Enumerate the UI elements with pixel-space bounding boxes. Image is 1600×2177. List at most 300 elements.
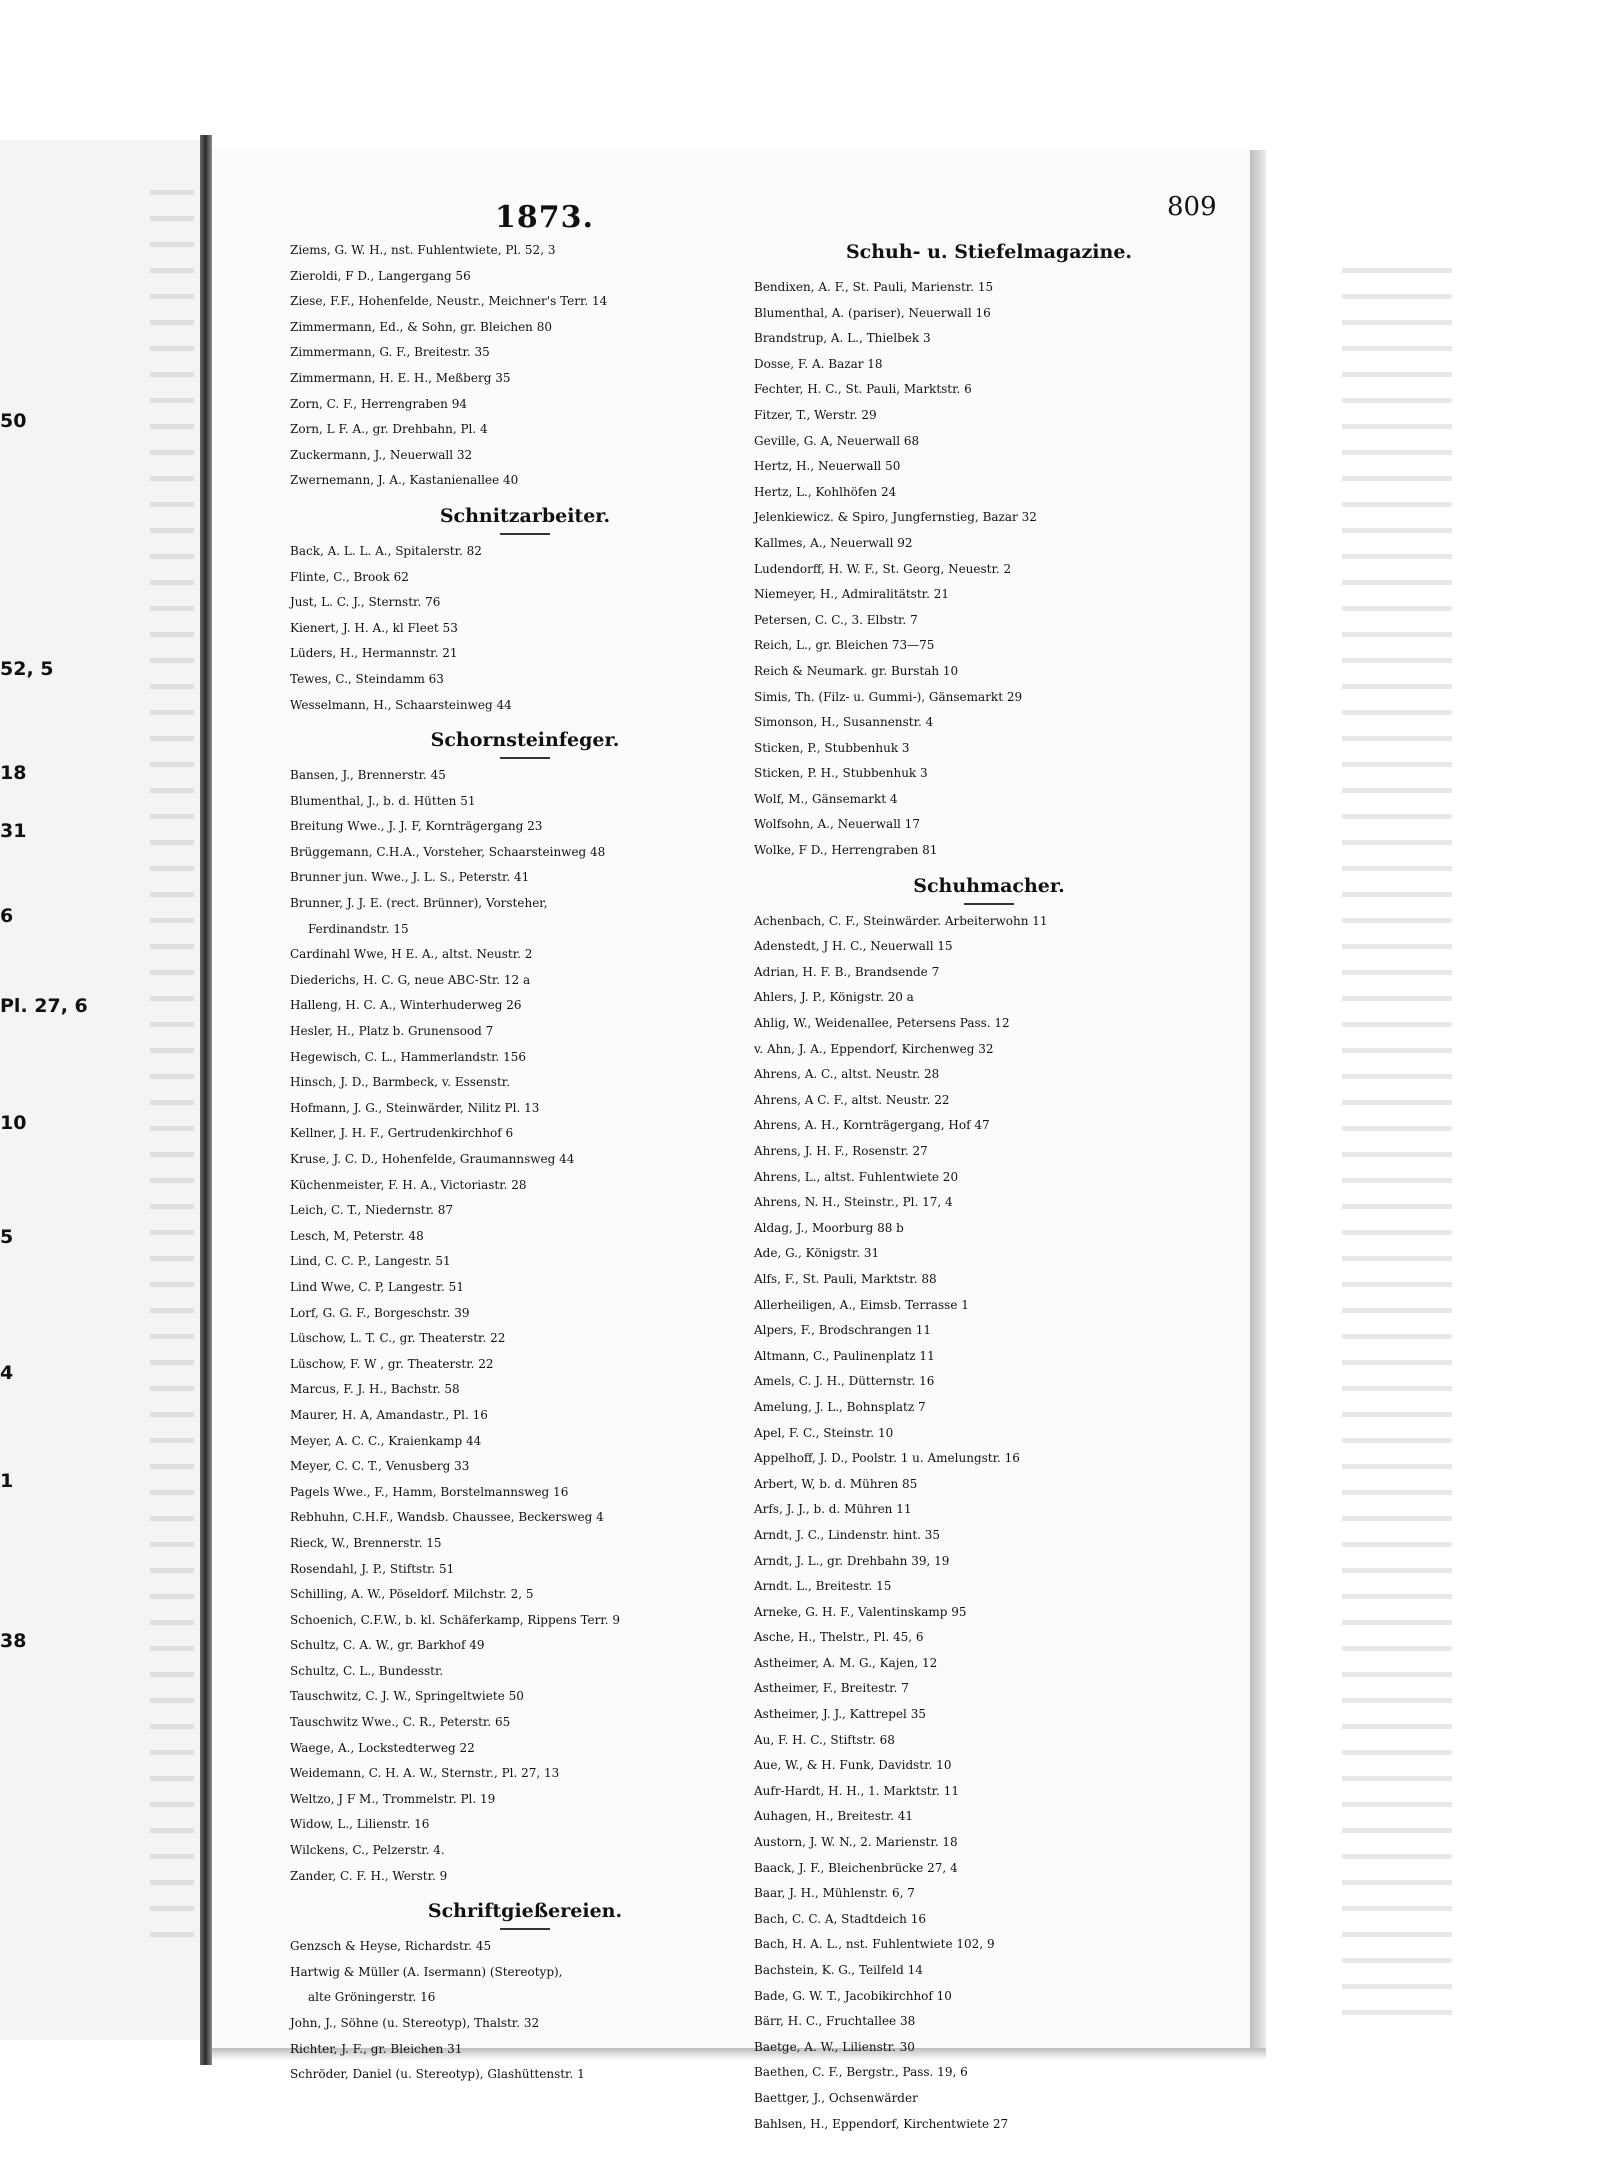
directory-entry: John, J., Söhne (u. Stereotyp), Thalstr. 32 (290, 2016, 540, 2030)
bleed-row (1342, 1142, 1452, 1168)
bleed-row (1342, 1402, 1452, 1428)
bleed-row (1342, 934, 1452, 960)
section-heading: Schornsteinfeger. (430, 729, 620, 752)
bleed-row (150, 388, 200, 414)
directory-entry: Ahrens, N. H., Steinstr., Pl. 17, 4 (754, 1195, 953, 1210)
directory-entry: Zuckermann, J., Neuerwall 32 (290, 447, 473, 462)
bleed-row (150, 648, 200, 674)
bleed-row (1342, 1688, 1452, 1714)
bleed-row (150, 674, 200, 700)
bleed-row (1342, 388, 1452, 414)
directory-entry: Brunner, J. J. E. (rect. Brünner), Vorsteher, (290, 896, 548, 911)
directory-entry: Rebhuhn, C.H.F., Wandsb. Chaussee, Beckersweg 4 (290, 1510, 604, 1525)
bleed-row (150, 1168, 200, 1194)
bleed-row (1342, 1298, 1452, 1324)
facing-page-fragment: 31 (0, 820, 27, 842)
bleed-row (1342, 1376, 1452, 1402)
left-page-bleed (150, 180, 200, 1980)
facing-page-fragment: 18 (0, 762, 27, 784)
bleed-row (1342, 570, 1452, 596)
directory-entry: Ziese, F.F., Hohenfelde, Neustr., Meichner's Terr. 14 (290, 294, 608, 309)
directory-entry: Hesler, H., Platz b. Grunensood 7 (290, 1024, 494, 1039)
bleed-row (1342, 622, 1452, 648)
directory-entry: Kallmes, A., Neuerwall 92 (754, 535, 913, 550)
bleed-row (150, 622, 200, 648)
bleed-row (150, 1402, 200, 1428)
directory-entry: Widow, L., Lilienstr. 16 (290, 1817, 430, 1832)
bleed-row (1342, 726, 1452, 752)
directory-entry: Zimmermann, H. E. H., Meßberg 35 (290, 370, 511, 385)
bleed-row (150, 1506, 200, 1532)
directory-entry: Pagels Wwe., F., Hamm, Borstelmannsweg 16 (290, 1484, 569, 1499)
bleed-row (150, 1766, 200, 1792)
bleed-row (1342, 1428, 1452, 1454)
right-column (754, 238, 1224, 2137)
bleed-row (1342, 1220, 1452, 1246)
facing-page-fragment: 10 (0, 1112, 27, 1134)
directory-entry: Weltzo, J F M., Trommelstr. Pl. 19 (290, 1791, 496, 1806)
bleed-row (1342, 1662, 1452, 1688)
bleed-row (1342, 830, 1452, 856)
bleed-row (150, 1012, 200, 1038)
directory-entry: Bahlsen, H., Eppendorf, Kirchentwiete 27 (754, 2116, 1009, 2131)
section-heading: Schriftgießereien. (427, 1900, 623, 1923)
directory-entry: Blumenthal, A. (pariser), Neuerwall 16 (754, 305, 991, 320)
directory-entry: Simonson, H., Susannenstr. 4 (754, 715, 934, 730)
bleed-row (1342, 1818, 1452, 1844)
directory-entry: Weidemann, C. H. A. W., Sternstr., Pl. 27, 13 (290, 1766, 560, 1781)
bleed-row (1342, 284, 1452, 310)
bleed-row (150, 336, 200, 362)
bleed-row (150, 544, 200, 570)
bleed-row (1342, 1558, 1452, 1584)
bleed-row (150, 1194, 200, 1220)
directory-entry: Genzsch & Heyse, Richardstr. 45 (290, 1939, 492, 1954)
bleed-row (1342, 440, 1452, 466)
bleed-row (150, 258, 200, 284)
directory-entry: Alfs, F., St. Pauli, Marktstr. 88 (754, 1271, 937, 1286)
bleed-row (1342, 908, 1452, 934)
bleed-row (1342, 1532, 1452, 1558)
section-heading: Schnitzarbeiter. (439, 504, 611, 527)
bleed-row (150, 1272, 200, 1298)
bleed-row (1342, 752, 1452, 778)
directory-entry: v. Ahn, J. A., Eppendorf, Kirchenweg 32 (754, 1041, 994, 1056)
bleed-row (1342, 596, 1452, 622)
bleed-row (150, 960, 200, 986)
bleed-row (1342, 2000, 1452, 2026)
directory-entry: Hegewisch, C. L., Hammerlandstr. 156 (290, 1049, 527, 1064)
bleed-row (1342, 1116, 1452, 1142)
bleed-row (150, 1558, 200, 1584)
bleed-row (150, 1922, 200, 1948)
directory-entry: Reich & Neumark. gr. Burstah 10 (754, 663, 959, 678)
heading-rule (500, 1928, 550, 1930)
directory-entry: Zieroldi, F D., Langergang 56 (290, 268, 471, 283)
bleed-row (150, 1584, 200, 1610)
bleed-row (150, 908, 200, 934)
directory-entry: Brüggemann, C.H.A., Vorsteher, Schaarsteinweg 48 (290, 844, 606, 859)
bleed-row (150, 882, 200, 908)
directory-entry: Schultz, C. L., Bundesstr. (290, 1663, 444, 1678)
bleed-row (150, 596, 200, 622)
bleed-row (150, 414, 200, 440)
bleed-row (1342, 1740, 1452, 1766)
facing-page-fragment: 38 (0, 1630, 27, 1652)
left-column (290, 238, 760, 2088)
directory-entry: Bachstein, K. G., Teilfeld 14 (754, 1963, 923, 1977)
directory-entry: Waege, A., Lockstedterweg 22 (290, 1740, 475, 1755)
directory-entry: Tauschwitz Wwe., C. R., Peterstr. 65 (290, 1715, 511, 1730)
bleed-row (150, 284, 200, 310)
directory-entry: Jelenkiewicz. & Spiro, Jungfernstieg, Bazar 32 (754, 510, 1037, 525)
bleed-row (1342, 674, 1452, 700)
directory-entry: Back, A. L. L. A., Spitalerstr. 82 (290, 543, 482, 558)
bleed-row (150, 1090, 200, 1116)
bleed-row (150, 1350, 200, 1376)
bleed-row (1342, 258, 1452, 284)
directory-entry: Wesselmann, H., Schaarsteinweg 44 (290, 697, 512, 712)
directory-entry: Ahrens, J. H. F., Rosenstr. 27 (754, 1144, 928, 1158)
directory-entry: Ahrens, A. H., Kornträgergang, Hof 47 (754, 1118, 990, 1133)
directory-entry: Bach, H. A. L., nst. Fuhlentwiete 102, 9 (754, 1937, 995, 1952)
bleed-row (1342, 414, 1452, 440)
directory-entry: Schultz, C. A. W., gr. Barkhof 49 (290, 1638, 485, 1653)
bleed-row (1342, 1974, 1452, 2000)
bleed-row (1342, 1350, 1452, 1376)
left-page-margin (0, 140, 200, 2040)
directory-entry: Dosse, F. A. Bazar 18 (754, 356, 883, 371)
heading-rule (964, 903, 1014, 905)
bleed-row (1342, 518, 1452, 544)
bleed-row (1342, 1714, 1452, 1740)
directory-entry: Alpers, F., Brodschrangen 11 (754, 1323, 931, 1338)
bleed-row (1342, 1324, 1452, 1350)
facing-page-fragment: 6 (0, 905, 14, 927)
bleed-row (1342, 856, 1452, 882)
directory-entry: Hertz, L., Kohlhöfen 24 (754, 484, 897, 499)
directory-entry: Just, L. C. J., Sternstr. 76 (290, 595, 441, 610)
bleed-row (150, 726, 200, 752)
bleed-row (150, 1220, 200, 1246)
bleed-row (1342, 362, 1452, 388)
bleed-row (1342, 1038, 1452, 1064)
page-number: 809 (1167, 192, 1217, 222)
bleed-row (150, 830, 200, 856)
directory-entry: Zorn, L F. A., gr. Drehbahn, Pl. 4 (290, 422, 488, 437)
bleed-row (150, 1142, 200, 1168)
bleed-row (150, 570, 200, 596)
directory-entry: Schröder, Daniel (u. Stereotyp), Glashüttenstr. 1 (290, 2067, 585, 2082)
bleed-row (150, 1792, 200, 1818)
directory-entry: Küchenmeister, F. H. A., Victoriastr. 28 (290, 1177, 527, 1192)
directory-entry: Ziems, G. W. H., nst. Fuhlentwiete, Pl. 52, 3 (290, 243, 556, 257)
directory-entry: Zorn, C. F., Herrengraben 94 (290, 396, 467, 411)
directory-entry: Astheimer, F., Breitestr. 7 (754, 1681, 909, 1696)
directory-entry: Baar, J. H., Mühlenstr. 6, 7 (754, 1886, 915, 1901)
bleed-row (150, 1714, 200, 1740)
bleed-row (150, 1064, 200, 1090)
bleed-row (150, 1818, 200, 1844)
facing-page-fragment: 52, 5 (0, 658, 54, 680)
bleed-row (1342, 1090, 1452, 1116)
bleed-row (1342, 1610, 1452, 1636)
directory-entry: Richter, J. F., gr. Bleichen 31 (290, 2041, 463, 2056)
directory-entry: Ahrens, L., altst. Fuhlentwiete 20 (754, 1169, 959, 1184)
directory-entry: Lorf, G. G. F., Borgeschstr. 39 (290, 1305, 470, 1320)
directory-entry: Hertz, H., Neuerwall 50 (754, 459, 901, 474)
directory-entry: Cardinahl Wwe, H E. A., altst. Neustr. 2 (290, 947, 533, 962)
bleed-row (1342, 1636, 1452, 1662)
directory-entry: Altmann, C., Paulinenplatz 11 (754, 1348, 935, 1363)
bleed-row (150, 1428, 200, 1454)
bleed-row (150, 1480, 200, 1506)
bleed-row (150, 1376, 200, 1402)
bleed-row (150, 518, 200, 544)
bleed-row (150, 362, 200, 388)
directory-entry: Ahrens, A. C., altst. Neustr. 28 (754, 1067, 940, 1082)
directory-entry: Tewes, C., Steindamm 63 (290, 671, 444, 686)
directory-entry: Wolfsohn, A., Neuerwall 17 (754, 817, 920, 832)
directory-entry-continuation: Ferdinandstr. 15 (308, 921, 409, 936)
directory-entry: Halleng, H. C. A., Winterhuderweg 26 (290, 998, 522, 1013)
section-heading: Schuh- u. Stiefelmagazine. (845, 241, 1133, 263)
bleed-row (1342, 1064, 1452, 1090)
bleed-row (1342, 1922, 1452, 1948)
directory-entry: Diederichs, H. C. G, neue ABC-Str. 12 a (290, 972, 531, 987)
directory-entry: Arfs, J. J., b. d. Mühren 11 (754, 1502, 912, 1517)
directory-entry: Aufr-Hardt, H. H., 1. Marktstr. 11 (754, 1783, 959, 1798)
directory-entry: Wolf, M., Gänsemarkt 4 (754, 791, 898, 806)
bleed-row (1342, 1766, 1452, 1792)
directory-entry: Simis, Th. (Filz- u. Gummi-), Gänsemarkt 29 (754, 689, 1023, 704)
directory-entry: Ludendorff, H. W. F., St. Georg, Neuestr. 2 (754, 561, 1012, 576)
bleed-row (1342, 986, 1452, 1012)
directory-entry: Achenbach, C. F., Steinwärder. Arbeiterwohn 11 (754, 913, 1048, 928)
bleed-row (1342, 1194, 1452, 1220)
directory-entry: Sticken, P. H., Stubbenhuk 3 (754, 766, 928, 781)
page-edge-shadow (1250, 150, 1266, 2055)
directory-entry: Astheimer, J. J., Kattrepel 35 (754, 1707, 926, 1722)
bleed-row (150, 492, 200, 518)
directory-entry: Aldag, J., Moorburg 88 b (754, 1220, 904, 1235)
directory-entry: Rosendahl, J. P., Stiftstr. 51 (290, 1561, 455, 1576)
directory-entry: Lüders, H., Hermannstr. 21 (290, 646, 458, 661)
directory-entry: Kienert, J. H. A., kl Fleet 53 (290, 620, 458, 635)
directory-entry: Wolke, F D., Herrengraben 81 (754, 843, 938, 858)
bleed-row (1342, 700, 1452, 726)
bleed-row (1342, 1584, 1452, 1610)
bleed-row (150, 804, 200, 830)
year-heading: 1873. (495, 200, 594, 235)
bleed-row (150, 1662, 200, 1688)
directory-entry: Wilckens, C., Pelzerstr. 4. (290, 1843, 445, 1858)
bleed-row (1342, 310, 1452, 336)
bleed-row (1342, 1844, 1452, 1870)
directory-entry: Apel, F. C., Steinstr. 10 (754, 1425, 894, 1440)
directory-entry: Ahlers, J. P., Königstr. 20 a (754, 990, 914, 1005)
facing-page-fragment: 4 (0, 1362, 14, 1384)
directory-entry: Arndt, J. L., gr. Drehbahn 39, 19 (754, 1553, 950, 1568)
directory-entry: Meyer, A. C. C., Kraienkamp 44 (290, 1433, 482, 1448)
bleed-row (150, 180, 200, 206)
bleed-row (150, 1324, 200, 1350)
bleed-row (150, 1532, 200, 1558)
bleed-row (150, 1298, 200, 1324)
directory-entry: Sticken, P., Stubbenhuk 3 (754, 740, 910, 755)
bleed-row (150, 1610, 200, 1636)
bleed-row (150, 934, 200, 960)
bleed-row (1342, 544, 1452, 570)
bleed-row (1342, 960, 1452, 986)
facing-page-fragment: 1 (0, 1470, 14, 1492)
directory-entry: Zander, C. F. H., Werstr. 9 (290, 1868, 448, 1883)
facing-page-fragment: 5 (0, 1226, 14, 1248)
facing-page-fragment: Pl. 27, 6 (0, 995, 88, 1017)
bleed-row (1342, 492, 1452, 518)
bleed-row (150, 466, 200, 492)
directory-entry: Ade, G., Königstr. 31 (754, 1246, 880, 1261)
directory-entry: Maurer, H. A, Amandastr., Pl. 16 (290, 1407, 488, 1422)
bleed-row (1342, 1870, 1452, 1896)
directory-entry: Zimmermann, G. F., Breitestr. 35 (290, 345, 490, 360)
directory-entry: Baetge, A. W., Lilienstr. 30 (754, 2039, 915, 2054)
bleed-row (150, 1038, 200, 1064)
directory-entry: Amelung, J. L., Bohnsplatz 7 (754, 1399, 926, 1414)
bleed-row (150, 986, 200, 1012)
directory-entry: Brunner jun. Wwe., J. L. S., Peterstr. 41 (290, 870, 530, 885)
bleed-row (1342, 1480, 1452, 1506)
directory-entry: Kruse, J. C. D., Hohenfelde, Graumannsweg 44 (290, 1152, 575, 1166)
directory-entry: Blumenthal, J., b. d. Hütten 51 (290, 793, 476, 808)
book-gutter (200, 135, 212, 2065)
directory-entry: Geville, G. A, Neuerwall 68 (754, 433, 920, 448)
bleed-row (1342, 1792, 1452, 1818)
directory-entry: Kellner, J. H. F., Gertrudenkirchhof 6 (290, 1126, 514, 1141)
directory-entry: Breitung Wwe., J. J. F, Kornträgergang 23 (290, 819, 543, 834)
directory-entry: Bansen, J., Brennerstr. 45 (290, 768, 446, 783)
directory-entry: Baack, J. F., Bleichenbrücke 27, 4 (754, 1860, 958, 1875)
directory-entry: Meyer, C. C. T., Venusberg 33 (290, 1459, 470, 1474)
page-bleed-through (1342, 258, 1452, 2026)
directory-entry: Austorn, J. W. N., 2. Marienstr. 18 (754, 1835, 958, 1850)
bleed-row (1342, 1168, 1452, 1194)
bleed-row (150, 856, 200, 882)
directory-entry: Lind Wwe, C. P, Langestr. 51 (290, 1279, 464, 1294)
bleed-row (1342, 336, 1452, 362)
bleed-row (1342, 1012, 1452, 1038)
directory-entry: Ahlig, W., Weidenallee, Petersens Pass. 12 (754, 1016, 1010, 1031)
bleed-row (150, 1636, 200, 1662)
bleed-row (1342, 778, 1452, 804)
bleed-row (1342, 882, 1452, 908)
directory-entry: Rieck, W., Brennerstr. 15 (290, 1535, 442, 1550)
directory-entry: Fechter, H. C., St. Pauli, Marktstr. 6 (754, 382, 972, 397)
directory-entry: Baethen, C. F., Bergstr., Pass. 19, 6 (754, 2065, 968, 2080)
bleed-row (150, 1454, 200, 1480)
bleed-row (1342, 648, 1452, 674)
bleed-row (150, 1740, 200, 1766)
bleed-row (150, 1688, 200, 1714)
directory-entry: Hinsch, J. D., Barmbeck, v. Essenstr. (290, 1075, 511, 1090)
directory-entry: Lüschow, F. W , gr. Theaterstr. 22 (290, 1356, 494, 1371)
directory-entry: Adenstedt, J H. C., Neuerwall 15 (754, 939, 953, 954)
bleed-row (150, 1896, 200, 1922)
bleed-row (1342, 466, 1452, 492)
directory-entry: Adrian, H. F. B., Brandsende 7 (754, 964, 940, 979)
directory-entry: Arbert, W, b. d. Mühren 85 (754, 1476, 918, 1491)
directory-entry: Aue, W., & H. Funk, Davidstr. 10 (754, 1758, 952, 1773)
bleed-row (150, 1870, 200, 1896)
directory-entry: Lüschow, L. T. C., gr. Theaterstr. 22 (290, 1331, 506, 1346)
heading-rule (500, 533, 550, 535)
directory-entry: Lesch, M, Peterstr. 48 (290, 1228, 424, 1243)
bleed-row (1342, 1246, 1452, 1272)
directory-entry: Arndt, J. C., Lindenstr. hint. 35 (754, 1527, 941, 1542)
directory-entry: Au, F. H. C., Stiftstr. 68 (754, 1732, 895, 1747)
bleed-row (1342, 1896, 1452, 1922)
directory-entry: Brandstrup, A. L., Thielbek 3 (754, 331, 931, 346)
directory-entry: Baettger, J., Ochsenwärder (754, 2090, 918, 2105)
directory-entry: Lind, C. C. P., Langestr. 51 (290, 1254, 451, 1269)
directory-entry: Fitzer, T., Werstr. 29 (754, 407, 877, 422)
bleed-row (1342, 804, 1452, 830)
directory-entry: Tauschwitz, C. J. W., Springeltwiete 50 (290, 1689, 524, 1704)
directory-entry: Bach, C. C. A, Stadtdeich 16 (754, 1911, 926, 1926)
bleed-row (150, 1116, 200, 1142)
bleed-row (1342, 1454, 1452, 1480)
bleed-row (150, 310, 200, 336)
bleed-row (150, 700, 200, 726)
directory-entry: Ahrens, A C. F., altst. Neustr. 22 (754, 1092, 950, 1107)
bleed-row (150, 752, 200, 778)
directory-entry: Arneke, G. H. F., Valentinskamp 95 (754, 1604, 967, 1619)
directory-entry: Flinte, C., Brook 62 (290, 569, 409, 584)
directory-entry: Bade, G. W. T., Jacobikirchhof 10 (754, 1988, 952, 2003)
directory-entry: Reich, L., gr. Bleichen 73—75 (754, 638, 935, 653)
directory-entry: Allerheiligen, A., Eimsb. Terrasse 1 (754, 1297, 969, 1312)
section-heading: Schuhmacher. (913, 874, 1065, 897)
directory-entry: Leich, C. T., Niedernstr. 87 (290, 1203, 454, 1218)
bleed-row (150, 778, 200, 804)
directory-entry: Asche, H., Thelstr., Pl. 45, 6 (754, 1630, 924, 1645)
directory-entry: Zwernemann, J. A., Kastanienallee 40 (290, 473, 519, 488)
bleed-row (1342, 1948, 1452, 1974)
directory-entry: Bärr, H. C., Fruchtallee 38 (754, 2014, 916, 2029)
bleed-row (150, 232, 200, 258)
directory-entry: Niemeyer, H., Admiralitätstr. 21 (754, 587, 949, 602)
directory-entry: Bendixen, A. F., St. Pauli, Marienstr. 15 (754, 280, 994, 294)
bleed-row (150, 440, 200, 466)
directory-entry: Petersen, C. C., 3. Elbstr. 7 (754, 612, 918, 627)
directory-entry: Schilling, A. W., Pöseldorf. Milchstr. 2, 5 (290, 1587, 534, 1602)
directory-entry-continuation: alte Gröningerstr. 16 (308, 1990, 436, 2005)
bleed-row (150, 206, 200, 232)
directory-entry: Arndt. L., Breitestr. 15 (754, 1579, 892, 1594)
bleed-row (150, 1246, 200, 1272)
directory-entry: Marcus, F. J. H., Bachstr. 58 (290, 1382, 460, 1397)
directory-entry: Appelhoff, J. D., Poolstr. 1 u. Amelungstr. 16 (754, 1451, 1020, 1466)
bleed-row (1342, 1272, 1452, 1298)
bleed-row (150, 1844, 200, 1870)
directory-entry: Auhagen, H., Breitestr. 41 (754, 1809, 914, 1824)
directory-entry: Amels, C. J. H., Dütternstr. 16 (754, 1374, 935, 1389)
directory-entry: Astheimer, A. M. G., Kajen, 12 (754, 1655, 938, 1670)
facing-page-fragment: 50 (0, 410, 27, 432)
bleed-row (1342, 1506, 1452, 1532)
directory-entry: Hartwig & Müller (A. Isermann) (Stereotyp), (290, 1964, 563, 1979)
directory-entry: Zimmermann, Ed., & Sohn, gr. Bleichen 80 (290, 319, 552, 334)
